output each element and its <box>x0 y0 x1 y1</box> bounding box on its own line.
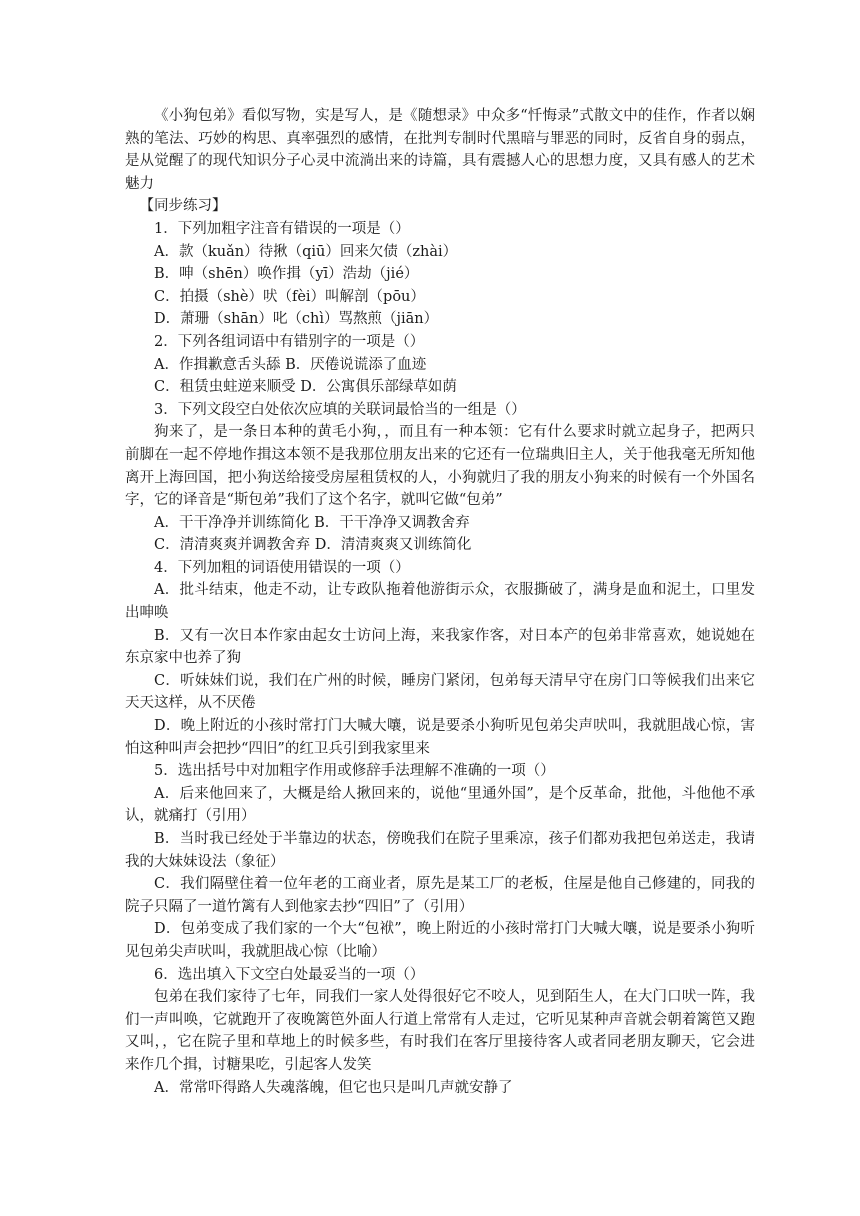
question-5-option-b: B．当时我已经处于半靠边的状态，傍晚我们在院子里乘凉，孩子们都劝我把包弟送走，我请我的大妹妹设法（象征） <box>125 831 755 870</box>
question-3-stem: 3．下列文段空白处依次应填的关联词最恰当的一组是（） <box>154 401 526 418</box>
question-1-option-c: C．拍摄（shè）吠（fèi）叫解剖（pōu） <box>154 288 425 305</box>
question-4-option-a: A．批斗结束，他走不动，让专政队拖着他游街示众，衣服撕破了，满身是血和泥土，口里发出呻唤 <box>125 582 755 622</box>
question-1-option-b: B．呻（shēn）唤作揖（yī）浩劫（jié） <box>154 266 419 283</box>
question-6-passage: 包弟在我们家待了七年，同我们一家人处得很好它不咬人，见到陌生人，在大门口吠一阵，我们一声叫唤，它就跑开了夜晚篱笆外面人行道上常常有人走过，它听见某种声音就会朝着篱笆又跑又叫，，它在院子里和草地上的时候多些，有时我们在客厅里接待客人或者同老朋友聊天，它会进来作几个揖，讨糖果吃，引起客人发笑 <box>125 989 755 1073</box>
question-3-options-cd: C．清清爽爽并调教舍弃 D．清清爽爽又训练简化 <box>154 537 472 554</box>
question-4-option-d: D．晚上附近的小孩时常打门大喊大嚷，说是要杀小狗听见包弟尖声吠叫，我就胆战心惊，害怕这种叫声会把抄“四旧”的红卫兵引到我家里来 <box>125 718 755 757</box>
question-1-stem: 1．下列加粗字注音有错误的一项是（） <box>154 220 410 237</box>
question-4-stem: 4．下列加粗的词语使用错误的一项（） <box>154 559 410 576</box>
question-4-option-b: B．又有一次日本作家由起女士访问上海，来我家作客，对日本产的包弟非常喜欢，她说她在东京家中也养了狗 <box>125 627 755 667</box>
document-page <box>125 105 755 1099</box>
question-2-options-cd: C．租赁虫蛀逆来顺受 D．公寓俱乐部绿草如荫 <box>154 379 457 396</box>
section-title: 【同步练习】 <box>139 198 227 215</box>
question-6-option-a: A．常常吓得路人失魂落魄，但它也只是叫几声就安静了 <box>154 1079 513 1096</box>
question-3-passage: 狗来了，是一条日本种的黄毛小狗，，而且有一种本领：它有什么要求时就立起身子，把两只前脚在一起不停地作揖这本领不是我那位朋友出来的它还有一位瑞典旧主人，关于他我毫无所知他离开上海回国，把小狗送给接受房屋租赁权的人，小狗就归了我的朋友小狗来的时候有一个外国名字，它的译音是“斯包弟”我们了这个名字，就叫它做“包弟” <box>125 424 755 509</box>
question-4-option-c: C．听妹妹们说，我们在广州的时候，睡房门紧闭，包弟每天清早守在房门口等候我们出来它天天这样，从不厌倦 <box>125 672 755 712</box>
question-1-option-a: A．款（kuǎn）待揪（qiū）回来欠债（zhài） <box>154 243 458 260</box>
question-5-stem: 5．选出括号中对加粗字作用或修辞手法理解不准确的一项（） <box>154 763 555 780</box>
question-1-option-d: D．萧珊（shān）叱（chì）骂熬煎（jiān） <box>154 311 439 328</box>
question-2-options-ab: A．作揖歉意舌头舔 B．厌倦说谎添了血迹 <box>154 356 427 373</box>
question-6-stem: 6．选出填入下文空白处最妥当的一项（） <box>154 966 425 983</box>
question-5-option-a: A．后来他回来了，大概是给人揪回来的，说他“里通外国”，是个反革命，批他，斗他他不承认，就痛打（引用） <box>125 785 755 825</box>
question-3-options-ab: A．干干净净并训练简化 B．干干净净又调教舍弃 <box>154 514 470 531</box>
intro-paragraph: 《小狗包弟》看似写物，实是写人，是《随想录》中众多“忏悔录”式散文中的佳作，作者以娴熟的笔法、巧妙的构思、真率强烈的感情，在批判专制时代黑暗与罪恶的同时，反省自身的弱点，是从觉醒了的现代知识分子心灵中流淌出来的诗篇，具有震撼人心的思想力度，又具有感人的艺术魅力 <box>125 108 755 192</box>
question-5-option-c: C．我们隔壁住着一位年老的工商业者，原先是某工厂的老板，住屋是他自己修建的，同我的院子只隔了一道竹篱有人到他家去抄“四旧”了（引用） <box>125 876 755 915</box>
question-5-option-d: D．包弟变成了我们家的一个大“包袱”，晚上附近的小孩时常打门大喊大嚷，说是要杀小狗听见包弟尖声吠叫，我就胆战心惊（比喻） <box>125 921 755 960</box>
question-2-stem: 2．下列各组词语中有错别字的一项是（） <box>154 333 425 350</box>
